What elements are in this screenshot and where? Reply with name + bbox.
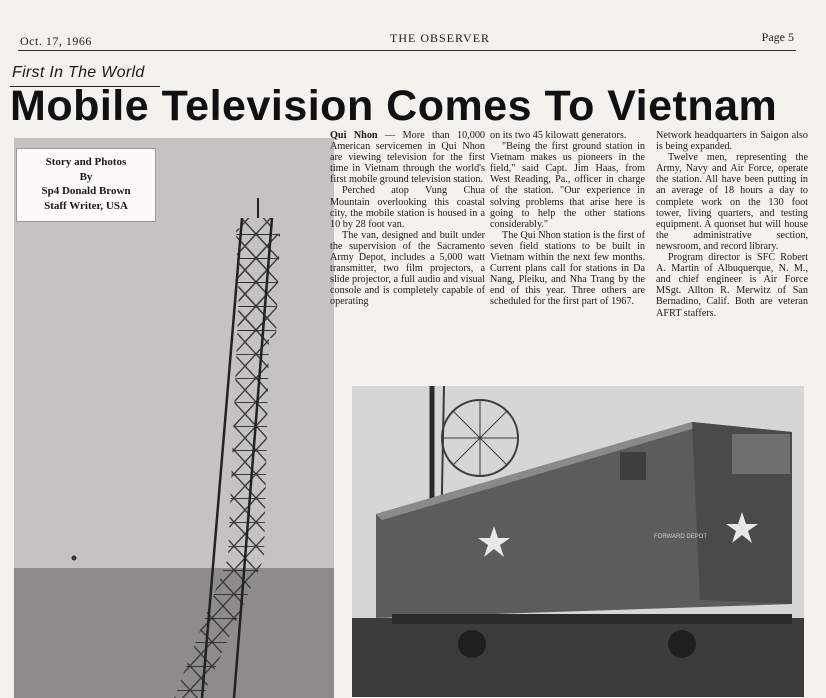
column-3-paragraph-2: Twelve men, representing the Army, Navy and Air Force, operate the station. All have been putting in an average of 18 hours a day to complete work on the 130 foot tower, living quarters, and testing equipment. A quonset hut will house the administrative section, newsroom, and record library. [656,152,808,252]
dateline: Qui Nhon [330,130,378,141]
article-headline: Mobile Television Comes To Vietnam [10,82,778,130]
van-illustration [352,386,804,697]
transmitter-tower-photo [14,138,334,698]
column-1-paragraph-1 [330,130,485,185]
page-number: Page 5 [761,30,794,44]
column-1-paragraph-3: The van, designed and built under the supervision of the Sacramento Army Depot, includes a 5,000 watt transmitter, two film projectors, a slide projector, a full audio and visual console and is completely capable of operating [330,229,485,308]
column-1-paragraph-2: Perched atop Vung Chua Mountain overlooking this coastal city, the mobile station is housed in a 10 by 28 foot van. [330,185,485,230]
column-2-paragraph-3: The Qui Nhon station is the first of seven field stations to be built in Vietnam within the next few months. Current plans call for stations in Da Nang, Pleiku, and Nha Trang by the end of this year. Three others are scheduled for the first part of 1967. [490,229,645,308]
column-2-paragraph-1: on its two 45 kilowatt generators. [490,130,627,141]
column-2-paragraph-2: "Being the first ground station in Vietnam makes us pioneers in the field," said Capt. Jim Haas, from West Reading, Pa., officer in charge of the station. "Our experience in solving problems that arise here is going to help the other stations considerably." [490,141,645,230]
column-1-lead-text: — More than 10,000 American servicemen in Qui Nhon are viewing television for the first time in Vietnam through the world's first mobile ground television station. [330,130,486,186]
byline-title: Staff Writer, USA [44,199,128,212]
article-column-2 [490,130,645,308]
van-stencil-text: FORWARD DEPOT [654,534,708,540]
article-column-1 [330,130,485,308]
byline-author: Sp4 Donald Brown [41,185,131,197]
column-3-paragraph-3: Program director is SFC Robert A. Martin of Albuquerque, N. M., and chief engineer is Air Force MSgt. Allton R. Merwitz of San Bernadino, Calif. Both are veteran AFRT staffers. [656,252,808,319]
article-column-3 [656,130,808,319]
column-3-paragraph-1: Network headquarters in Saigon also is being expanded. [656,130,808,153]
mobile-tv-van-photo [352,386,804,697]
article-kicker: First In The World [12,64,145,81]
tower-illustration [14,138,334,698]
issue-date: Oct. 17, 1966 [20,34,92,48]
newspaper-name: THE OBSERVER [390,31,491,45]
masthead [18,28,796,51]
byline-line-2: By [79,170,93,183]
byline-line-1: Story and Photos [45,156,127,168]
byline-box [16,148,156,222]
